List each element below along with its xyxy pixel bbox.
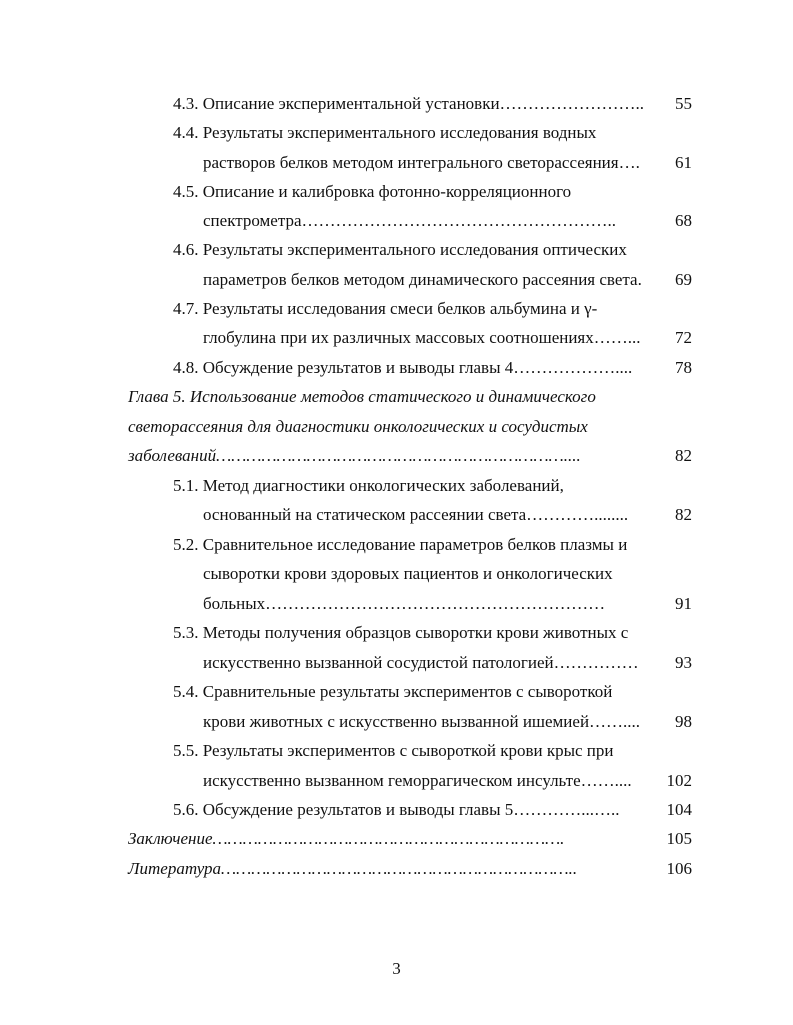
toc-chapter-5-cont1: светорассеяния для диагностики онкологических и сосудистых: [128, 417, 588, 436]
toc-page-5-1: 82: [675, 505, 692, 524]
toc-entry-4-7: 4.7. Результаты исследования смеси белков альбумина и γ-: [173, 299, 598, 318]
toc-page-4-8: 78: [675, 358, 692, 377]
toc-page-5-3: 93: [675, 653, 692, 672]
toc-entry-5-3-cont: искусственно вызванной сосудистой патологией……………: [203, 653, 639, 672]
toc-page-chapter-5: 82: [675, 446, 692, 465]
toc-entry-5-4-cont: крови животных с искусственно вызванной ишемией……....: [203, 712, 641, 731]
toc-entry-5-6: 5.6. Обсуждение результатов и выводы главы 5…………...…..: [173, 800, 620, 819]
toc-entry-5-1-cont: основанный на статическом рассеянии света…………........: [203, 505, 629, 524]
toc-page-5-2: 91: [675, 594, 692, 613]
toc-entry-4-5-cont: спектрометра………………………………………………..: [203, 211, 617, 230]
toc-entry-5-1: 5.1. Метод диагностики онкологических заболеваний,: [173, 476, 564, 495]
toc-page-4-7: 72: [675, 328, 692, 347]
toc-chapter-5: Глава 5. Использование методов статического и динамического: [128, 387, 596, 406]
toc-entry-5-5: 5.5. Результаты экспериментов с сывороткой крови крыс при: [173, 741, 614, 760]
toc-entry-4-8: 4.8. Обсуждение результатов и выводы главы 4………………....: [173, 358, 633, 377]
toc-entry-4-3: 4.3. Описание экспериментальной установки……………………..: [173, 94, 645, 113]
toc-page-5-5: 102: [666, 771, 692, 790]
toc-entry-5-2-cont2: больных……………………………………………………: [203, 594, 606, 613]
toc-page-conclusion: 105: [666, 829, 692, 848]
toc-entry-4-6-cont: параметров белков методом динамического рассеяния света.: [203, 270, 642, 289]
toc-page-4-5: 68: [675, 211, 692, 230]
toc-entry-4-5: 4.5. Описание и калибровка фотонно-корреляционного: [173, 182, 572, 201]
toc-entry-5-2-cont1: сыворотки крови здоровых пациентов и онкологических: [203, 564, 613, 583]
toc-entry-5-5-cont: искусственно вызванном геморрагическом инсульте……....: [203, 771, 632, 790]
toc-page-5-6: 104: [666, 800, 692, 819]
toc-page-literature: 106: [666, 859, 692, 878]
toc-chapter-5-cont2: заболеваний……………………………………………………………....: [128, 446, 581, 465]
toc-entry-4-7-cont: глобулина при их различных массовых соотношениях……...: [203, 328, 641, 347]
toc-entry-5-4: 5.4. Сравнительные результаты экспериментов с сывороткой: [173, 682, 613, 701]
toc-page-4-4: 61: [675, 153, 692, 172]
toc-page-4-3: 55: [675, 94, 692, 113]
toc-literature: Литература……………………………………………………………..: [128, 859, 578, 878]
toc-page-4-6: 69: [675, 270, 692, 289]
page-number: 3: [392, 959, 401, 978]
toc-page-5-4: 98: [675, 712, 692, 731]
toc-entry-4-6: 4.6. Результаты экспериментального исследования оптических: [173, 240, 627, 259]
toc-entry-5-3: 5.3. Методы получения образцов сыворотки крови животных с: [173, 623, 629, 642]
toc-conclusion: Заключение…………………………………………………………….: [128, 829, 565, 848]
toc-entry-5-2: 5.2. Сравнительное исследование параметров белков плазмы и: [173, 535, 628, 554]
toc-entry-4-4-cont: растворов белков методом интегрального светорассеяния….: [203, 153, 640, 172]
toc-entry-4-4: 4.4. Результаты экспериментального исследования водных: [173, 123, 597, 142]
